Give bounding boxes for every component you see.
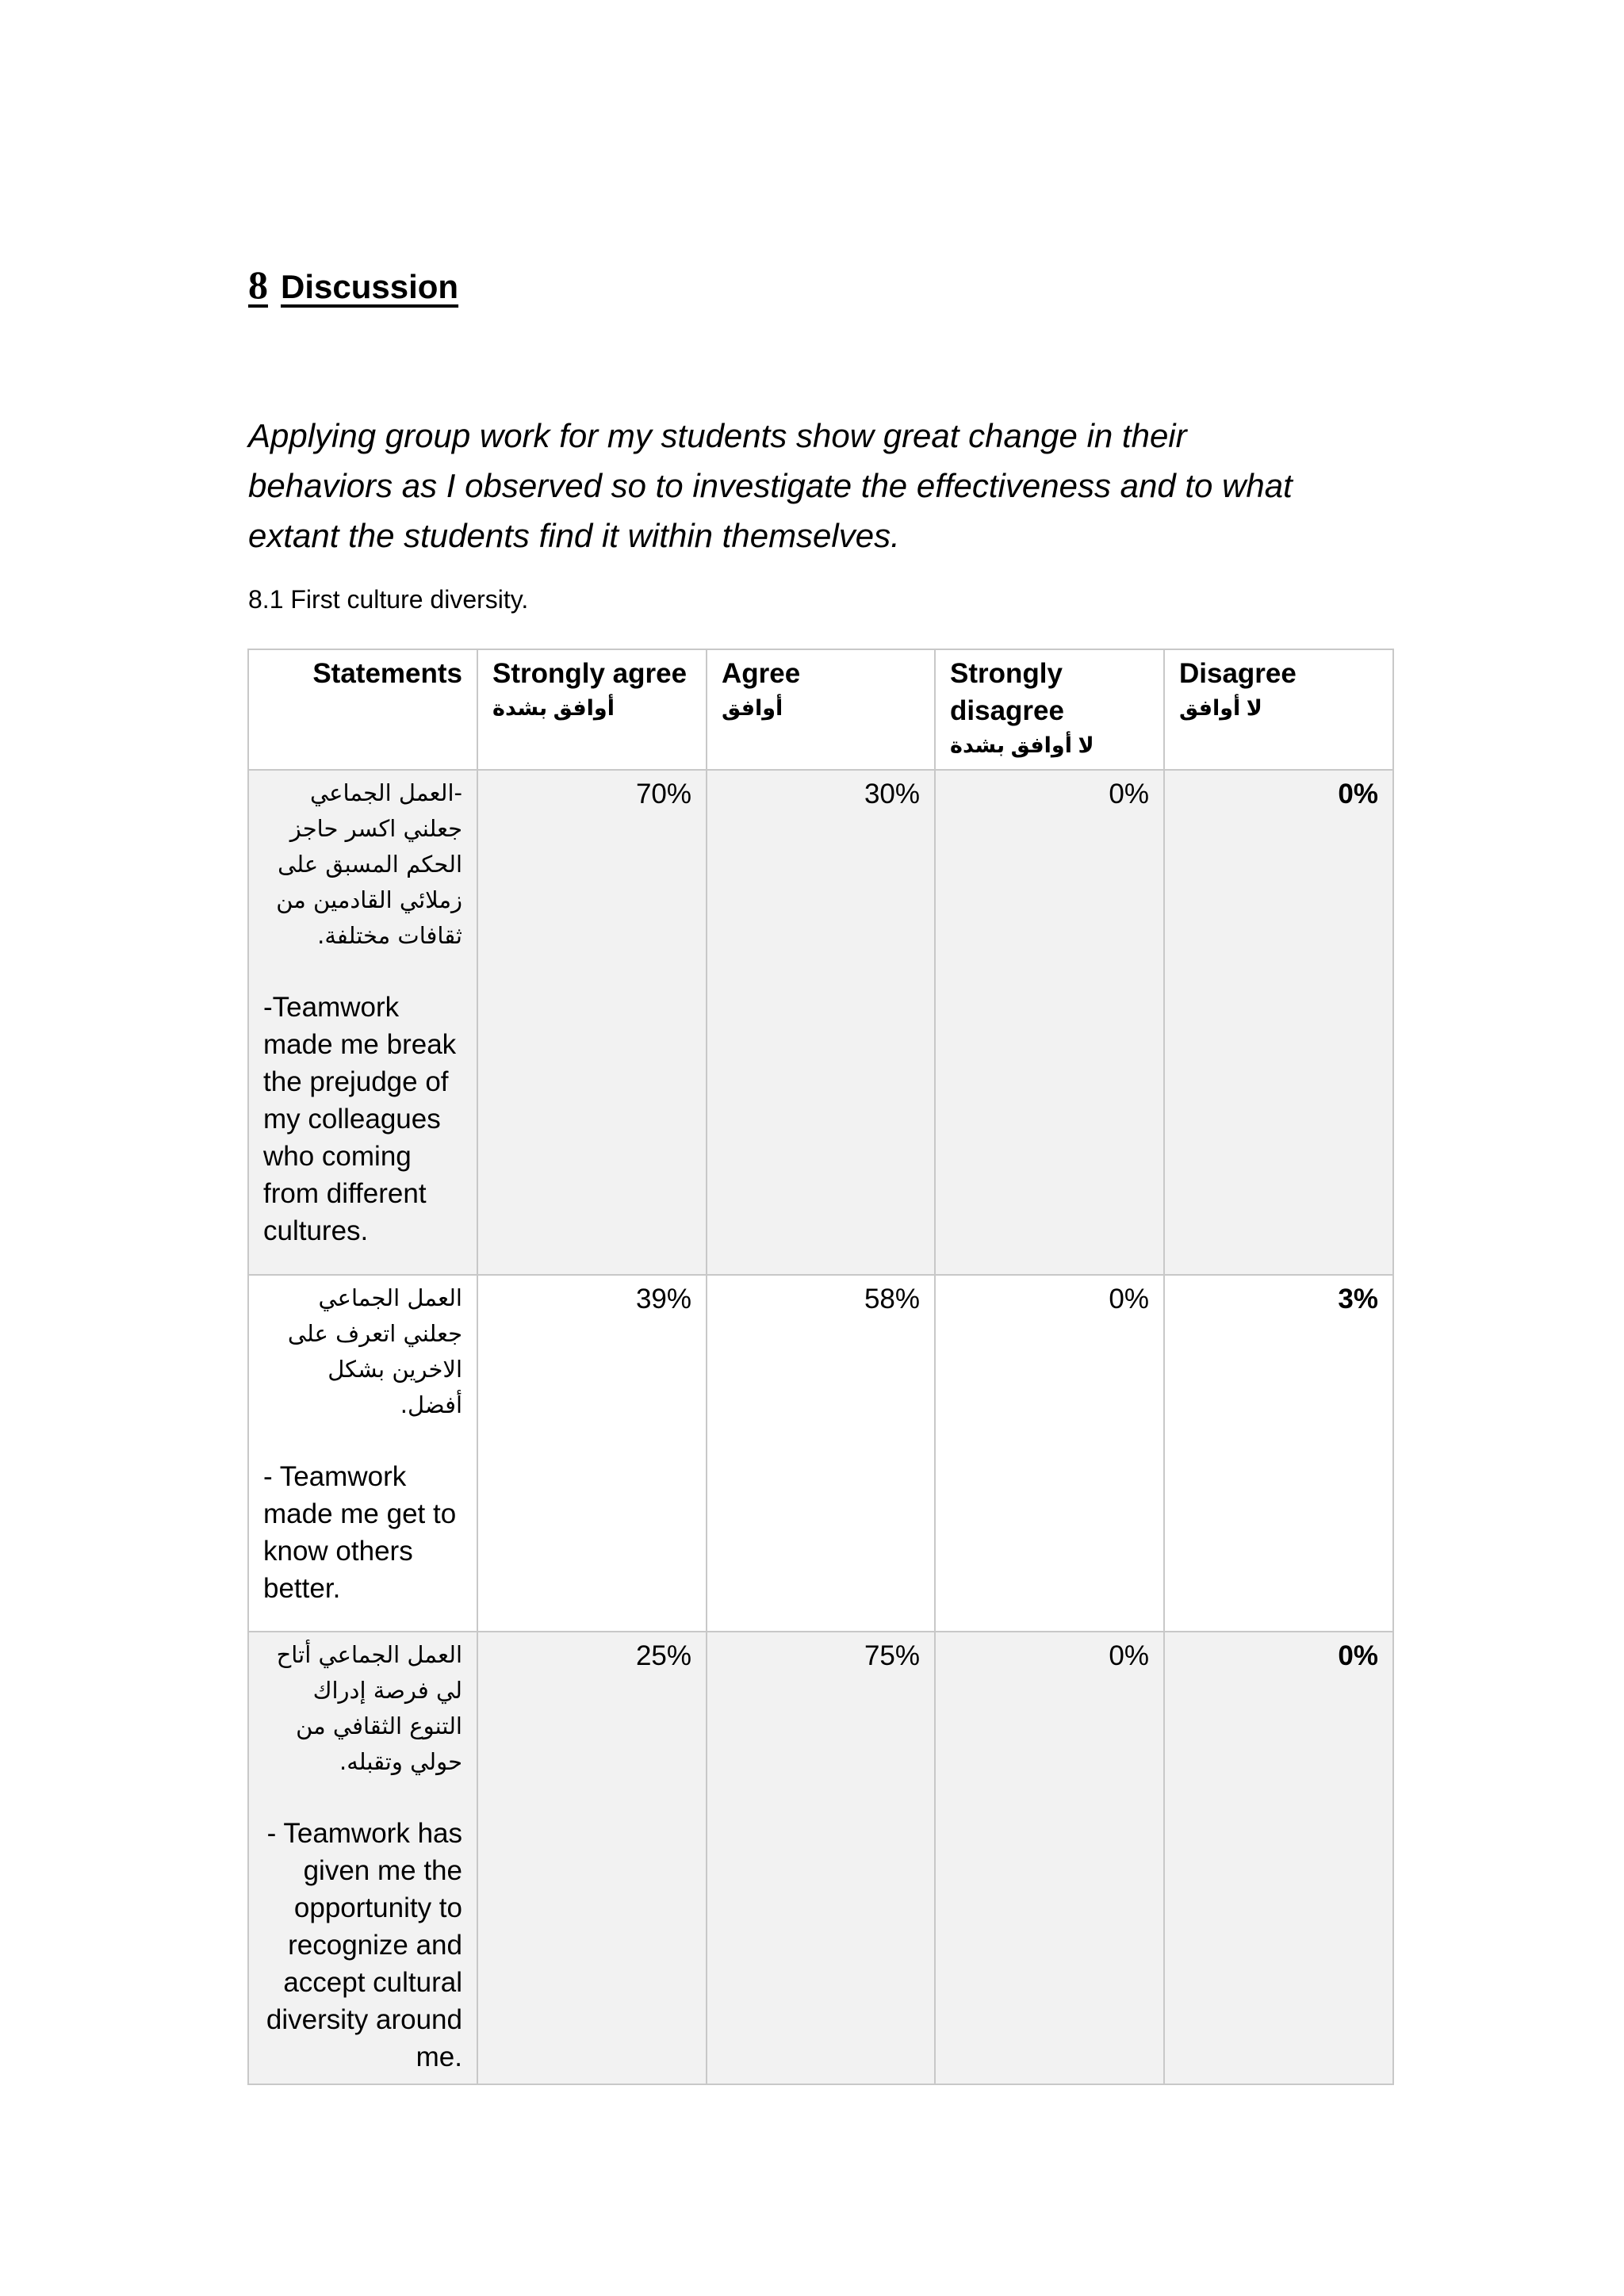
- header-statements: Statements: [248, 649, 477, 770]
- strongly-agree-value: 25%: [477, 1632, 707, 2084]
- header-strongly-agree-en: Strongly agree: [492, 658, 688, 689]
- header-agree-en: Agree: [722, 658, 801, 689]
- statement-ar: العمل الجماعي أتاح لي فرصة إدراك التنوع الثقافي من حولي وتقبله.: [276, 1641, 462, 1775]
- statement-cell: [248, 770, 477, 1275]
- intro-line: extant the students find it within themselves.: [248, 517, 900, 554]
- table-row: [248, 770, 1393, 1275]
- strongly-disagree-value: 0%: [935, 1275, 1164, 1632]
- statement-cell: [248, 1632, 477, 2084]
- survey-table: [247, 649, 1394, 2085]
- agree-value: 75%: [707, 1632, 935, 2084]
- header-strongly-disagree-en-2: disagree: [950, 695, 1064, 726]
- header-strongly-agree-ar: أوافق بشدة: [492, 696, 615, 720]
- statement-ar: -العمل الجماعي جعلني اكسر حاجز الحكم المسبق على زملائي القادمين من ثقافات مختلفة.: [276, 779, 462, 949]
- intro-paragraph: [248, 411, 1438, 561]
- header-agree-ar: أوافق: [722, 696, 783, 720]
- intro-line: Applying group work for my students show great change in their: [248, 417, 1187, 454]
- section-number: 8: [248, 262, 268, 307]
- disagree-value: 0%: [1164, 1632, 1393, 2084]
- statement-cell: [248, 1275, 477, 1632]
- subsection-heading: 8.1 First culture diversity.: [248, 585, 529, 614]
- agree-value: 58%: [707, 1275, 935, 1632]
- statement-en: - Teamwork made me get to know others better.: [263, 1461, 457, 1604]
- header-strongly-disagree-ar: لا أوافق بشدة: [950, 733, 1094, 757]
- table-row: [248, 1632, 1393, 2084]
- section-heading: [248, 262, 458, 308]
- table-row: [248, 1275, 1393, 1632]
- statement-ar: العمل الجماعي جعلني اتعرف على الاخرين بشكل أفضل.: [287, 1284, 462, 1418]
- statement-en: - Teamwork has given me the opportunity to recognize and accept cultural diversity around me.: [266, 1818, 462, 2072]
- agree-value: 30%: [707, 770, 935, 1275]
- header-disagree-ar: لا أوافق: [1179, 696, 1262, 720]
- disagree-value: 3%: [1164, 1275, 1393, 1632]
- header-agree: [707, 649, 935, 770]
- statement-en: -Teamwork made me break the prejudge of my colleagues who coming from different cultures.: [263, 992, 457, 1246]
- header-strongly-agree: [477, 649, 707, 770]
- strongly-agree-value: 39%: [477, 1275, 707, 1632]
- table-header-row: [248, 649, 1393, 770]
- section-title: Discussion: [281, 268, 459, 305]
- header-disagree-en: Disagree: [1179, 658, 1297, 689]
- strongly-agree-value: 70%: [477, 770, 707, 1275]
- header-strongly-disagree: [935, 649, 1164, 770]
- header-strongly-disagree-en-1: Strongly: [950, 658, 1063, 689]
- strongly-disagree-value: 0%: [935, 1632, 1164, 2084]
- disagree-value: 0%: [1164, 770, 1393, 1275]
- intro-line: behaviors as I observed so to investigate the effectiveness and to what: [248, 467, 1293, 504]
- header-disagree: [1164, 649, 1393, 770]
- strongly-disagree-value: 0%: [935, 770, 1164, 1275]
